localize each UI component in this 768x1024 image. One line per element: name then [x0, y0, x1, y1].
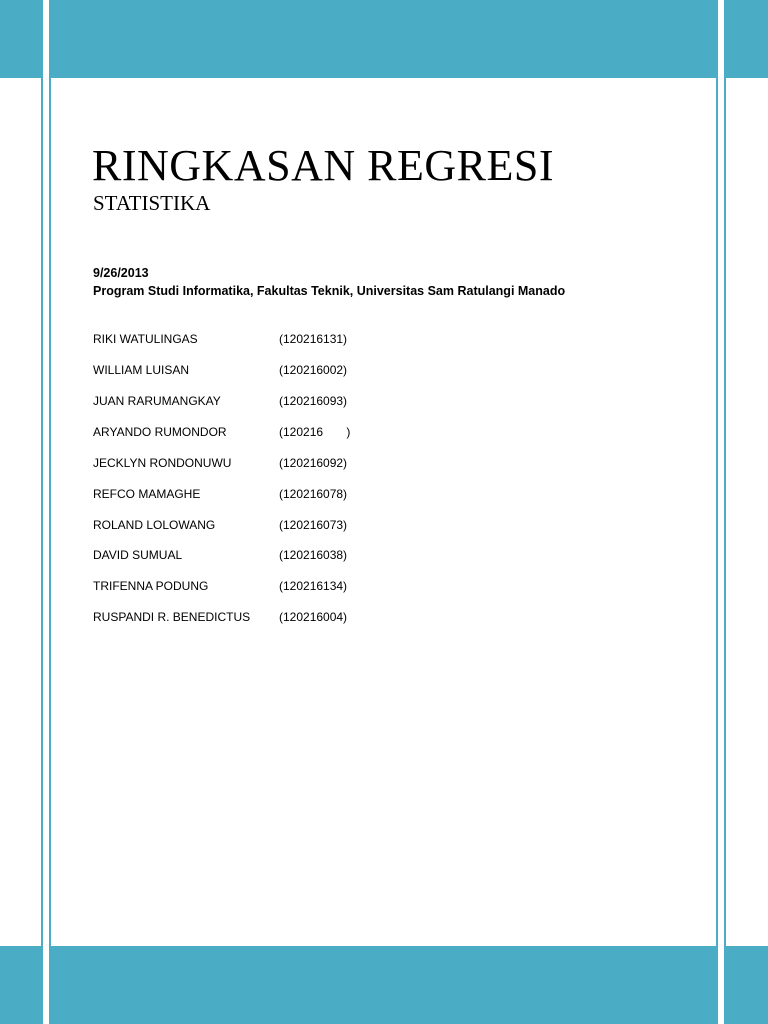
member-row	[93, 423, 393, 441]
member-name: ROLAND LOLOWANG	[93, 518, 216, 532]
member-nim: (120216131)	[279, 332, 348, 346]
member-name: JECKLYN RONDONUWU	[93, 456, 232, 470]
member-nim: (120216134)	[279, 579, 348, 593]
member-row	[93, 361, 393, 379]
document-date: 9/26/2013	[93, 266, 149, 280]
member-row	[93, 577, 393, 595]
member-nim: (120216038)	[279, 548, 348, 562]
top-center-band	[51, 0, 716, 78]
document-title: RINGKASAN REGRESI	[92, 141, 554, 190]
bottom-right-block	[726, 946, 768, 1024]
left-inner-vertical-rule	[49, 0, 51, 1024]
member-row	[93, 608, 393, 626]
member-row	[93, 392, 393, 410]
member-nim: (120216004)	[279, 610, 348, 624]
bottom-left-block	[0, 946, 41, 1024]
member-name: RUSPANDI R. BENEDICTUS	[93, 610, 251, 624]
top-left-block	[0, 0, 41, 78]
member-name: REFCO MAMAGHE	[93, 487, 201, 501]
member-name: RIKI WATULINGAS	[93, 332, 198, 346]
member-nim: (120216093)	[279, 394, 348, 408]
member-name: JUAN RARUMANGKAY	[93, 394, 221, 408]
member-name: WILLIAM LUISAN	[93, 363, 190, 377]
member-nim: (120216002)	[279, 363, 348, 377]
member-row	[93, 454, 393, 472]
right-inner-vertical-rule	[716, 0, 718, 1024]
member-nim: (120216 )	[279, 425, 351, 439]
organization-name: Program Studi Informatika, Fakultas Teknik, Universitas Sam Ratulangi Manado	[93, 284, 566, 298]
right-vertical-rule	[724, 0, 726, 1024]
member-row	[93, 485, 393, 503]
document-subtitle: STATISTIKA	[93, 191, 211, 215]
bottom-center-band	[51, 946, 716, 1024]
member-nim: (120216078)	[279, 487, 348, 501]
member-nim: (120216073)	[279, 518, 348, 532]
member-row	[93, 546, 393, 564]
member-name: DAVID SUMUAL	[93, 548, 183, 562]
top-right-block	[726, 0, 768, 78]
member-name: TRIFENNA PODUNG	[93, 579, 209, 593]
member-nim: (120216092)	[279, 456, 348, 470]
left-vertical-rule	[41, 0, 43, 1024]
member-row	[93, 516, 393, 534]
member-row	[93, 330, 393, 348]
member-name: ARYANDO RUMONDOR	[93, 425, 227, 439]
